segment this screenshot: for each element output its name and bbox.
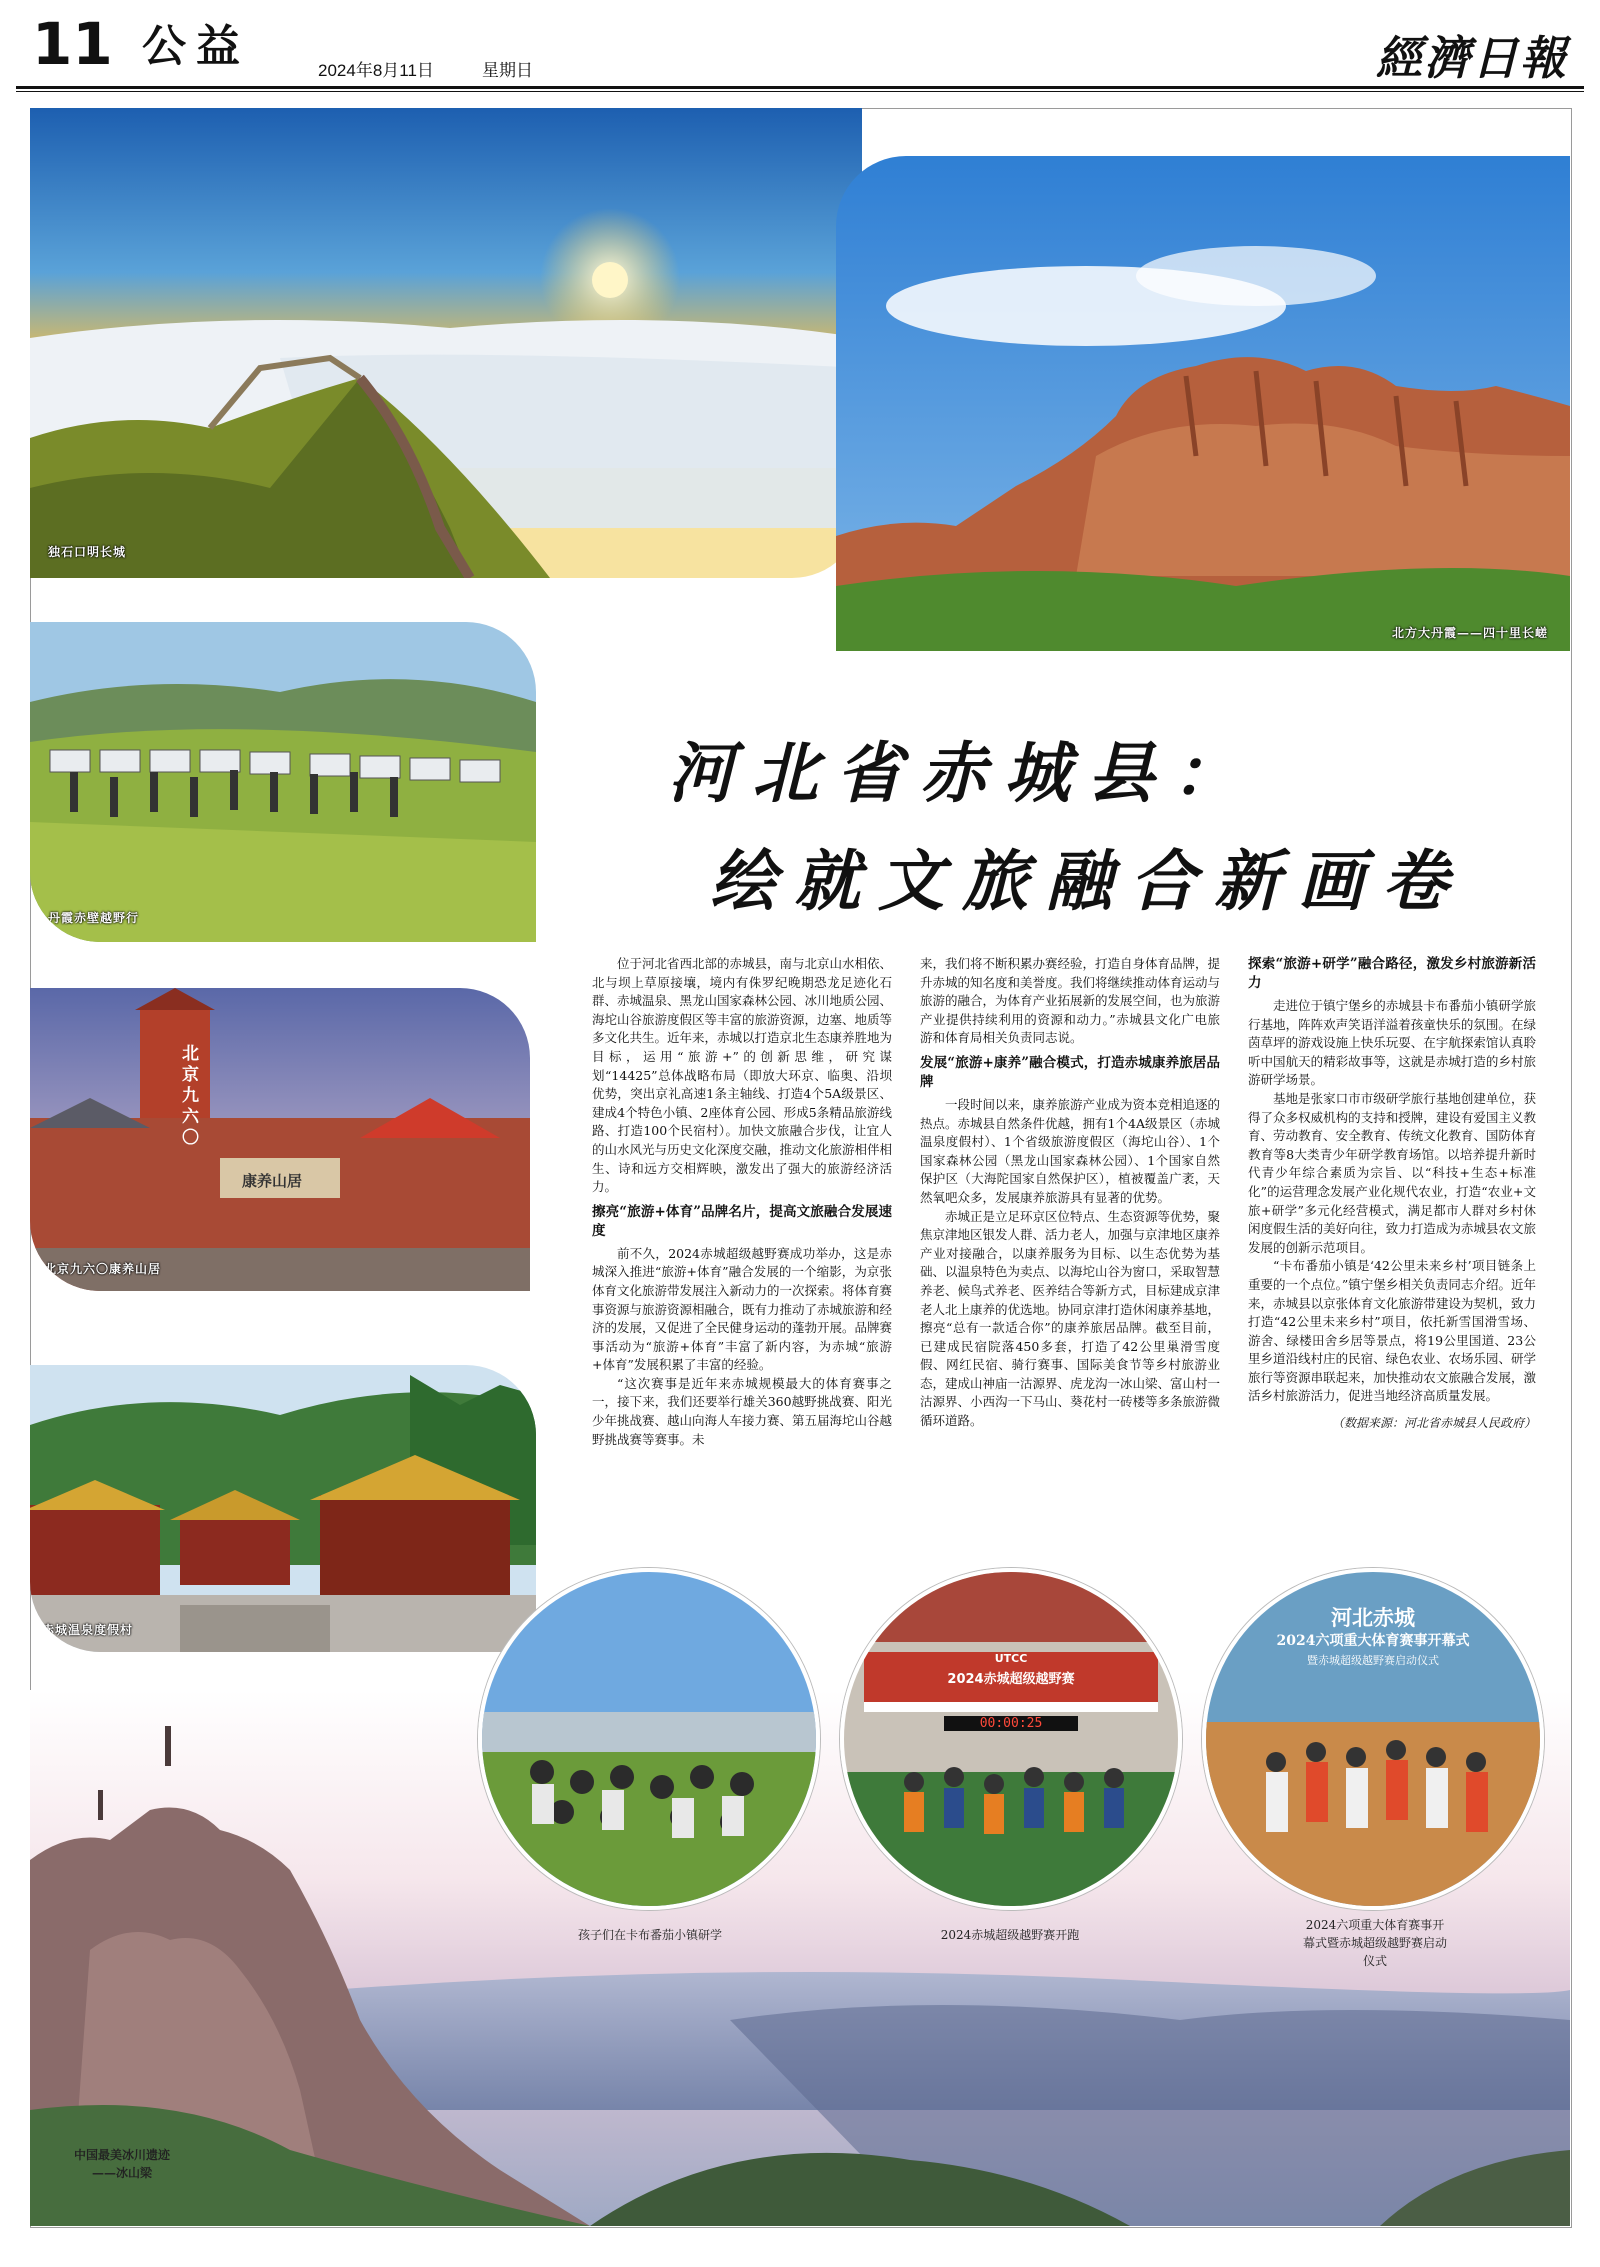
race-start-image [844,1572,1178,1906]
caption-study-tour: 孩子们在卡布番茄小镇研学 [577,1928,722,1942]
red-town-gate-sign: 康养山居 [242,1172,303,1190]
headline-line-2: 绘就文旅融合新画卷 [710,842,1466,920]
race-clock: 00:00:25 [944,1716,1078,1731]
great-wall-image [30,108,862,578]
article-paragraph: “卡布番茄小镇是‘42公里未来乡村’项目链条上重要的一个点位。”镇宁堡乡相关负责同志介绍。近年来，赤城县以京张体育文化旅游带建设为契机，致力打造“42公里未来乡村”项目，依托新雪国滑雪场、游舍、绿楼田舍乡居等景点，将19公里国道、23公里乡道沿线村庄的民宿、绿色农业、农场乐园、研学旅行等资源串联起来，加快推动农文旅融合发展，激活乡村旅游活力，促进当地经济高质量发展。 [1248,1258,1536,1404]
ceremony-title-3: 暨赤城超级越野赛启动仪式 [1307,1654,1439,1667]
caption-red-cliff: 北方大丹霞——四十里长嵯 [1391,626,1548,640]
page-number: 11 [32,10,113,78]
photo-study-tour [478,1568,820,1910]
caption-hot-spring-resort: 赤城温泉度假村 [42,1623,134,1637]
masthead [0,0,1600,90]
issue-date: 2024年8月11日 [318,61,434,80]
article-paragraph: 位于河北省西北部的赤城县，南与北京山水相依、北与坝上草原接壤，境内有侏罗纪晚期恐龙足迹化石群、赤城温泉、黑龙山国家森林公园、冰川地质公园、海坨山谷旅游度假区等丰富的旅游资源，边塞、地质等多文化共生。近年来，赤城以打造京北生态康养胜地为目标，运用“旅游+”的创新思维，研究谋划“14425”总体战略布局（即放大环京、临奥、沿坝优势，突出京礼高速1条主轴线、打造4个5A级景区、建成4个特色小镇、2座体育公园、形成5条精品旅游线路、打造100个民宿村）。加快文旅融合步伐，让宜人的山水风光与历史文化深度交融，推动文化旅游相伴相生、诗和远方交相辉映，激发出了强大的旅游经济活力。 [592,956,893,1195]
photo-hot-spring-resort [30,1365,536,1652]
red-town-image [30,988,530,1291]
photo-grassland [30,622,536,942]
masthead-rule-thin [16,91,1584,92]
article-paragraph: 走进位于镇宁堡乡的赤城县卡布番茄小镇研学旅行基地，阵阵欢声笑语洋溢着孩童快乐的氛围。在绿茵草坪的游戏设施上快乐玩耍、在宇航探索馆认真聆听中国航天的精彩故事等，这就是赤城打造的乡村旅游研学场景。 [1248,998,1536,1088]
masthead-rule [16,86,1584,89]
hot-spring-resort-image [30,1365,536,1652]
photo-red-cliff [836,156,1570,651]
caption-great-wall: 独石口明长城 [48,545,127,559]
study-tour-image [482,1572,816,1906]
article-paragraph: 前不久，2024赤城超级越野赛成功举办，这是赤城深入推进“旅游+体育”融合发展的一个缩影，为京张体育文化旅游带发展注入新动力的一次探索。将体育赛事资源与旅游资源相融合，既有力推动了赤城旅游和经济的发展，又促进了全民健身运动的蓬勃开展。品牌赛事活动为“旅游+体育”丰富了新内容，为赤城“旅游+体育”发展积累了丰富的经验。 [592,1245,893,1373]
caption-opening-ceremony: 2024六项重大体育赛事开幕式暨赤城超级越野赛启动仪式 [1302,1918,1447,1968]
article-paragraph: “这次赛事是近年来赤城规模最大的体育赛事之一，接下来，我们还要举行雄关360越野挑战赛、阳光少年挑战赛、越山向海人车接力赛、第五届海坨山谷越野挑战赛等赛事。未 [592,1375,893,1447]
grassland-offroad-image [30,622,536,942]
photo-great-wall [30,108,862,578]
red-cliff-image [836,156,1570,651]
article-subheading: 擦亮“旅游+体育”品牌名片，提高文旅融合发展速度 [592,1203,892,1239]
caption-red-town: 北京九六〇康养山居 [44,1262,162,1276]
article-paragraph: 来，我们将不断积累办赛经验，打造自身体育品牌，提升赤城的知名度和美誉度。我们将继续推动体育运动与旅游的融合，为体育产业拓展新的发展空间，也为旅游产业提供持续利用的资源和动力。”赤城县文化广电旅游和体育局相关负责同志说。 [920,956,1221,1046]
photo-red-town [30,988,530,1291]
race-banner-text: 2024赤城超级越野赛 [947,1672,1075,1687]
caption-sea-of-clouds: 中国最美冰川遗迹——冰山梁 [74,2148,171,2180]
section-title: 公益 [142,21,250,72]
caption-race-start: 2024赤城超级越野赛开跑 [940,1928,1080,1942]
article-paragraph: 赤城正是立足环京区位特点、生态资源等优势，聚焦京津地区银发人群、活力老人，加强与京津地区康养产业对接融合，以康养服务为目标、以生态优势为基础、以温泉特色为卖点、以海坨山谷为窗口，采取智慧养老、候鸟式养老、医养结合等新方式，目标建成京津老人北上康养的优选地。协同京津打造休闲康养基地，擦亮“总有一款适合你”的康养旅居品牌。截至目前，已建成民宿院落450多套，打造了42公里巢滑雪度假、网红民宿、骑行赛事、国际美食节等乡村旅游业态，建成山神庙一沽源界、虎龙沟一冰山梁、富山村一沽源界、小西沟一下马山、葵花村一砖楼等多条旅游微循环道路。 [920,1208,1221,1429]
article-subheading: 发展“旅游+康养”融合模式，打造赤城康养旅居品牌 [920,1054,1220,1090]
newspaper-logo: 經濟日報 [1376,31,1568,85]
issue-weekday: 星期日 [482,61,533,80]
article-paragraph: 一段时间以来，康养旅游产业成为资本竞相追逐的热点。赤城县自然条件优越，拥有1个4A级景区（赤城温泉度假村）、1个省级旅游度假区（海坨山谷）、1个国家森林公园（黑龙山国家森林公园）、1个国家自然保护区（大海陀国家自然保护区），植被覆盖广袤，天然氧吧众多，发展康养旅游具有显著的优势。 [920,1096,1221,1205]
photo-race-start [840,1568,1182,1910]
caption-grassland: 丹霞赤壁越野行 [48,911,140,925]
article-subheading: 探索“旅游+研学”融合路径，激发乡村旅游新活力 [1248,956,1536,991]
data-source-note: （数据来源：河北省赤城县人民政府） [1331,1416,1536,1431]
red-town-tower-sign: 北京九六〇 [182,1044,199,1148]
race-brand-text: UTCC [994,1652,1028,1665]
headline-line-1: 河北省赤城县： [668,734,1256,812]
article-column-3 [1248,955,1536,1433]
headline [600,720,1500,930]
article-paragraph: 基地是张家口市市级研学旅行基地创建单位，获得了众多权威机构的支持和授牌，建设有爱国主义教育、劳动教育、安全教育、传统文化教育、国防体育教育等8大类青少年研学教育场馆。以培养提升新时代青少年综合素质为宗旨、以“科技+生态+标准化”的运营理念发展产业化规代农业，打造“农业+文旅+研学”多元化经营模式，满足都市人群对乡村休闲度假生活的美好向往，致力打造成为赤城县农文旅发展的创新示范项目。 [1248,1090,1536,1255]
article-column-1 [592,955,892,1449]
ceremony-title-1: 河北赤城 [1331,1605,1415,1630]
ceremony-title-2: 2024六项重大体育赛事开幕式 [1276,1633,1470,1649]
article-column-2 [920,955,1220,1431]
photo-opening-ceremony [1202,1568,1544,1910]
